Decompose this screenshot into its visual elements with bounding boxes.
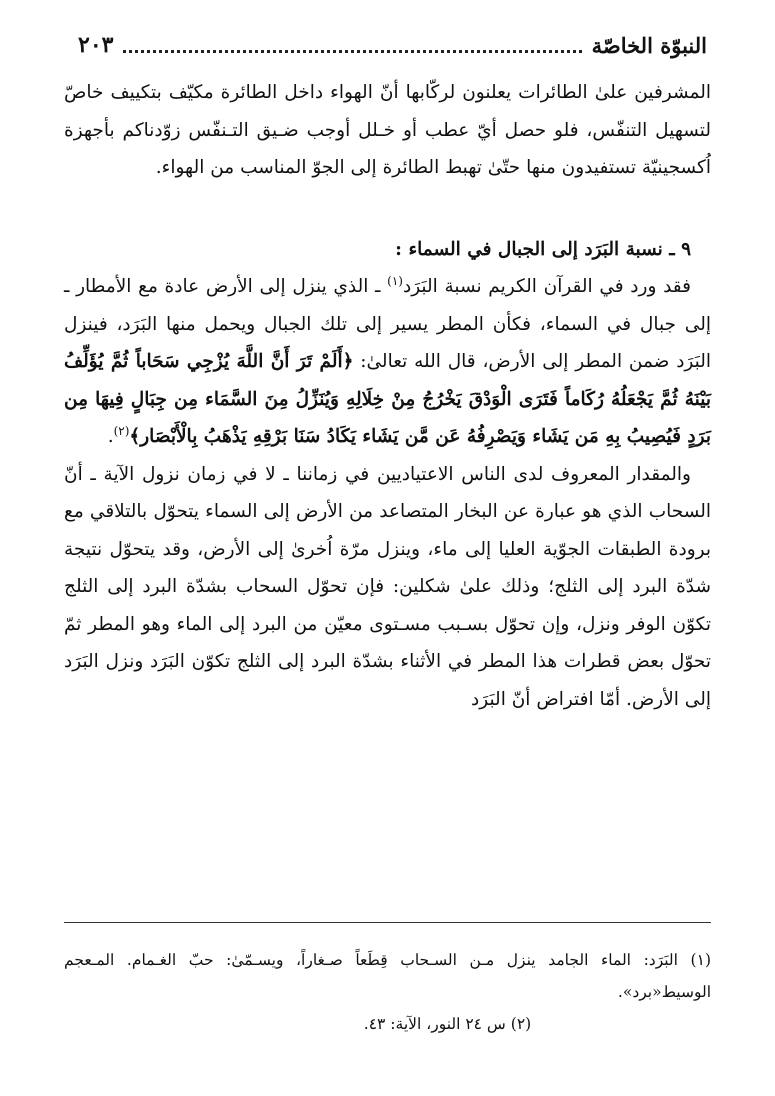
footnote-1: (١) البَرَد: الماء الجامد ينزل مـن السـحاب قِطَعاً صـغاراً، ويسـمّىٰ: حبّ الغـمام. المـعجم الوسيط«برد». [64,951,711,1001]
paragraph-1: المشرفين علىٰ الطائرات يعلنون لركّابها أنّ الهواء داخل الطائرة مكيّف بتكييف خاصّ لتسهيل التنفّس، فلو حصل أيّ عطب أو خـلل أوجب ضـيق التـنفّس زوّدناكم بأجهزة اُكسجينيّة تستفيدون منها حتّىٰ تهبط الطائرة إلى الجوّ المناسب من الهواء. [64,82,711,178]
chapter-title: النبوّة الخاصّة [591,32,707,58]
paragraph-3: والمقدار المعروف لدى الناس الاعتياديين في زماننا ـ لا في زمان نزول الآية ـ أنّ السحاب الذي هو عبارة عن البخار المتصاعد من الأرض إلى السماء يتحوّل بالتلاقي مع برودة الطبقات الجوّية العليا إلى ماء، وينزل مرّة اُخرىٰ إلى الأرض، وقد يتحوّل نتيجة شدّة البرد إلى الثلج؛ وذلك علىٰ شكلين: فإن تحوّل السحاب بشدّة البرد إلى الثلج تكوّن الوفر ونزل، وإن تحوّل بسـبب مسـتوى معيّن من البرد إلى الماء وهو المطر ثمّ تحوّل بعض قطرات هذا المطر في الأثناء بشدّة البرد إلى الثلج تكوّن البَرَد ونزل البَرَد إلى الأرض. أمّا افتراض أنّ البَرَد [64,463,711,710]
header-dot-leader [123,50,581,53]
paragraph-2 [64,268,711,456]
section-gap [64,187,711,231]
footnote-separator [64,922,711,923]
page-number: ٢٠٣ [78,32,114,58]
running-header [78,28,707,62]
footnote-2: (٢) س ٢٤ النور، الآية: ٤٣. [363,1015,532,1033]
paragraph-2-start: فقد ورد في القرآن الكريم نسبة البَرَد [402,276,691,297]
section-heading: ٩ ـ نسبة البَرَد إلى الجبال في السماء : [395,238,691,260]
footnote-ref-2: (٢) [113,423,130,438]
footnotes [64,944,711,1040]
page-body [64,74,711,718]
footnote-ref-1: (١) [387,273,403,288]
full-stop: . [107,426,114,447]
paragraph-2-cont: ـ الذي ينزل إلى الأرض عادة مع الأمطار ـ إلى جبال في السماء، فكأن المطر يسير إلى تلك الجبال ويحمل منها البَرَد، فينزل البَرَد ضمن المطر إلى الأرض، قال الله تعالىٰ: [64,276,712,372]
quran-verse: ﴿أَلَمْ تَرَ أَنَّ اللَّهَ يُزْجِي سَحَاباً ثُمَّ يُؤَلِّفُ بَيْنَهُ ثُمَّ يَجْعَلُهُ رُكَاماً فَتَرَى الْوَدْقَ يَخْرُجُ مِنْ خِلَالِهِ وَيُنَزِّلُ مِنَ السَّمَاء مِن جِبَالٍ فِيهَا مِن بَرَدٍ فَيُصِيبُ بِهِ مَن يَشَاء وَيَصْرِفُهُ عَن مَّن يَشَاء يَكَادُ سَنَا بَرْقِهِ يَذْهَبُ بِالْأَبْصَار﴾ [64,351,711,447]
